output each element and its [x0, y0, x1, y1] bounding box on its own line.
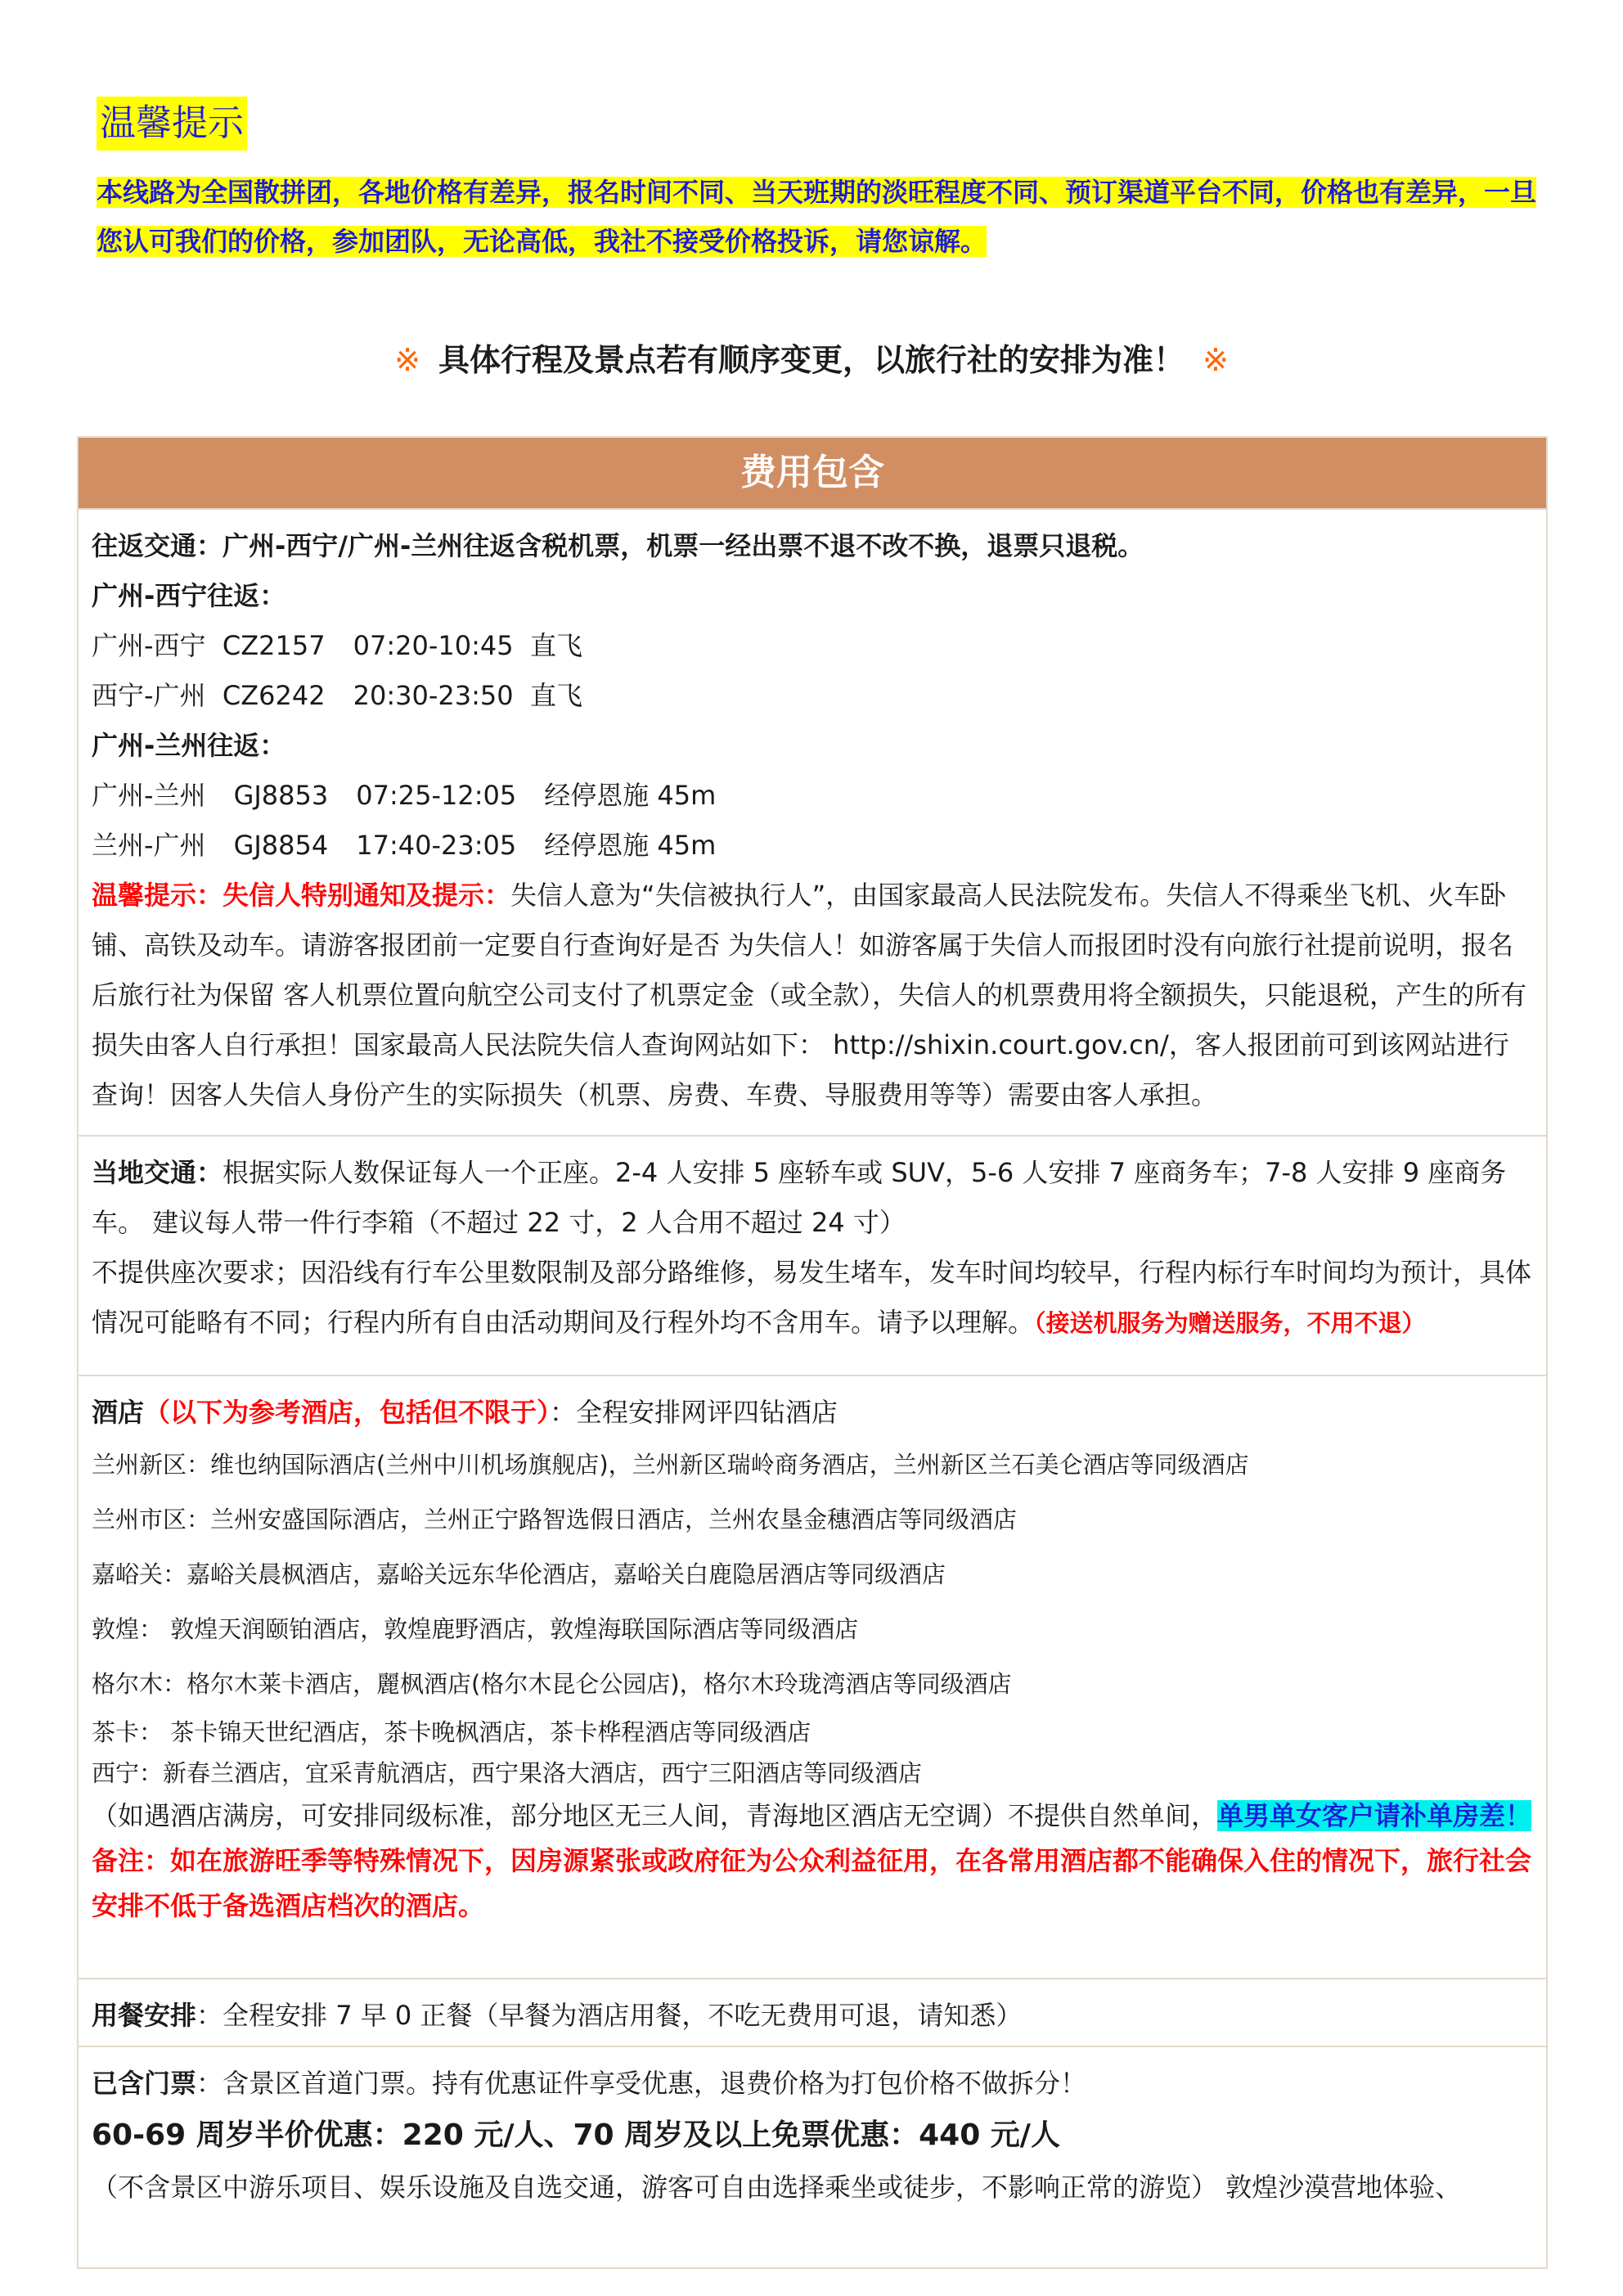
ticket-exclude: （不含景区中游乐项目、娱乐设施及自选交通，游客可自由选择乘坐或徒步，不影响正常的游览） 敦煌沙漠营地体验、	[92, 2172, 1462, 2203]
hotel-item: 兰州新区：维也纳国际酒店(兰州中川机场旗舰店)，兰州新区瑞岭商务酒店，兰州新区兰石美仑酒店等同级酒店	[92, 1451, 1249, 1479]
hotel-note: （如遇酒店满房，可安排同级标准，部分地区无三人间，青海地区酒店无空调）不提供自然单间，单男单女客户请补单房差！	[92, 1800, 1532, 1831]
tip-title: 温馨提示	[97, 97, 247, 151]
reference-mark-icon: ※	[394, 342, 420, 378]
ticket-discount: 60-69 周岁半价优惠：220 元/人、70 周岁及以上免票优惠：440 元/人	[92, 2118, 1060, 2152]
hotel-remark: 备注：如在旅游旺季等特殊情况下，因房源紧张或政府征为公众利益征用，在各常用酒店都不能确保入住的情况下，旅行社会安排不低于备选酒店档次的酒店。	[92, 1845, 1532, 1921]
hotel-item: 嘉峪关：嘉峪关晨枫酒店，嘉峪关远东华伦酒店，嘉峪关白鹿隐居酒店等同级酒店	[92, 1560, 946, 1588]
section-local-transport	[79, 1135, 1546, 1375]
local-text-red: （接送机服务为赠送服务，不用不退）	[1034, 1309, 1426, 1337]
lanzhou-route-title: 广州-兰州往返：	[92, 730, 286, 761]
hotel-label-tail: ：全程安排网评四钻酒店	[550, 1397, 838, 1428]
transport-text: 广州-西宁/广州-兰州往返含税机票，机票一经出票不退不改不换，退票只退税。	[223, 530, 1144, 561]
notice-text: 具体行程及景点若有顺序变更，以旅行社的安排为准！	[438, 342, 1185, 378]
meal-label: 用餐安排	[92, 2000, 197, 2031]
transport-label: 往返交通：	[92, 530, 223, 561]
section-tickets	[79, 2046, 1546, 2258]
xining-route-title: 广州-西宁往返：	[92, 580, 286, 611]
section-round-trip-transport	[79, 508, 1546, 1135]
warning-text: 失信人意为“失信被执行人”，由国家最高人民法院发布。失信人不得乘坐飞机、火车卧铺、高铁及动车。请游客报团前一定要自行查询好是否 为失信人！如游客属于失信人而报团时没有向旅行社提前说明，报名后旅行社为保留 客人机票位置向航空公司支付了机票定金（或全款），失信人的机票费用将全额损失，只能退税，产生的所有损失由客人自行承担！国家最高人民法院失信人查询网站如下： http://shixin.court.gov.cn/，客人报团前可到该网站进行查询！因客人失信人身份产生的实际损失（机票、房费、车费、导服费用等等）需要由客人承担。	[92, 880, 1527, 1110]
hotel-label-red: （以下为参考酒店，包括但不限于）	[144, 1397, 551, 1428]
hotel-label: 酒店	[92, 1397, 145, 1428]
dishonest-person-warning	[92, 871, 1533, 1120]
local-text-2: 不提供座次要求；因沿线有行车公里数限制及部分路维修，易发生堵车，发车时间均较早，行程内标行车时间均为预计，具体情况可能略有不同；行程内所有自由活动期间及行程外均不含用车。请予以理解。	[92, 1257, 1532, 1338]
meal-text: ：全程安排 7 早 0 正餐（早餐为酒店用餐，不吃无费用可退，请知悉）	[196, 2000, 1023, 2031]
tip-body-text: 本线路为全国散拼团，各地价格有差异，报名时间不同、当天班期的淡旺程度不同、预订渠道平台不同，价格也有差异，一旦您认可我们的价格，参加团队，无论高低，我社不接受价格投诉，请您谅解。	[97, 177, 1537, 257]
flight-row: 广州-西宁 CZ2157 07:20-10:45 直飞	[92, 630, 582, 661]
reference-mark-icon: ※	[1203, 342, 1229, 378]
cost-table	[77, 436, 1548, 2269]
section-hotel	[79, 1375, 1546, 1978]
tip-body	[97, 168, 1544, 266]
section-meals	[79, 1978, 1546, 2046]
table-header: 费用包含	[79, 438, 1546, 508]
hotel-item: 茶卡： 茶卡锦天世纪酒店，茶卡晚枫酒店，茶卡桦程酒店等同级酒店	[92, 1718, 812, 1746]
flight-row: 广州-兰州 GJ8853 07:25-12:05 经停恩施 45m	[92, 780, 717, 811]
hotel-item: 格尔木：格尔木莱卡酒店，麗枫酒店(格尔木昆仑公园店)，格尔木玲珑湾酒店等同级酒店	[92, 1670, 1012, 1698]
ticket-text: ：含景区首道门票。持有优惠证件享受优惠，退费价格为打包价格不做拆分！	[196, 2068, 1087, 2099]
hotel-item: 兰州市区：兰州安盛国际酒店，兰州正宁路智选假日酒店，兰州农垦金穗酒店等同级酒店	[92, 1506, 1018, 1533]
hotel-item: 敦煌： 敦煌天润颐铂酒店，敦煌鹿野酒店，敦煌海联国际酒店等同级酒店	[92, 1615, 859, 1643]
flight-row: 兰州-广州 GJ8854 17:40-23:05 经停恩施 45m	[92, 830, 717, 861]
notice	[0, 335, 1623, 385]
ticket-label: 已含门票	[92, 2068, 197, 2099]
flight-row: 西宁-广州 CZ6242 20:30-23:50 直飞	[92, 680, 582, 711]
hotel-item-xining: 西宁：新春兰酒店，宜采青航酒店，西宁果洛大酒店，西宁三阳酒店等同级酒店	[92, 1759, 923, 1787]
single-room-highlight: 单男单女客户请补单房差！	[1217, 1800, 1532, 1831]
local-text-1: 根据实际人数保证每人一个正座。2-4 人安排 5 座轿车或 SUV，5-6 人安排 7 座商务车；7-8 人安排 9 座商务车。 建议每人带一件行李箱（不超过 22 寸，2 人合用不超过 24 寸）	[92, 1157, 1507, 1238]
local-label: 当地交通：	[92, 1157, 223, 1188]
warning-label: 温馨提示：失信人特别通知及提示：	[92, 880, 511, 911]
